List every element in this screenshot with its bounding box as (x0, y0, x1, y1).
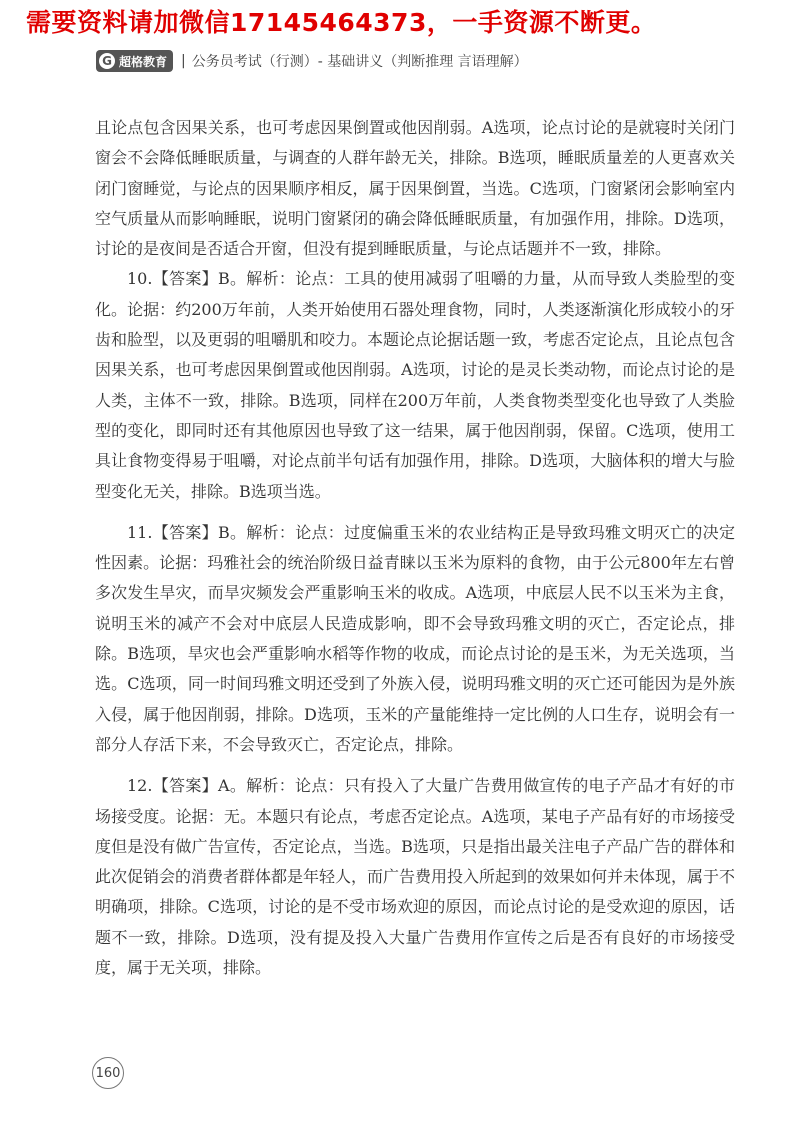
header-title: 公务员考试（行测）- 基础讲义（判断推理 言语理解） (191, 54, 528, 70)
answer-paragraph-12: 12.【答案】A。解析：论点：只有投入了大量广告费用做宣传的电子产品才有好的市场接受度。论据：无。本题只有论点，考虑否定论点。A选项，某电子产品有好的市场接受度但是没有做广告宣传，否定论点，当选。B选项，只是指出最关注电子产品广告的群体和此次促销会的消费者群体都是年轻人，而广告费用投入所起到的效果如何并未体现，属于不明确项，排除。C选项，讨论的是不受市场欢迎的原因，而论点讨论的是受欢迎的原因，话题不一致，排除。D选项，没有提及投入大量广告费用作宣传之后是否有良好的市场接受度，属于无关项，排除。 (95, 776, 736, 978)
header-separator: | (181, 53, 186, 69)
logo-text: 超格教育 (119, 54, 168, 69)
page-number: 160 (92, 1057, 124, 1089)
watermark-banner: 需要资料请加微信17145464373，一手资源不断更。 (26, 8, 657, 37)
body-text (95, 113, 735, 983)
answer-paragraph-11: 11.【答案】B。解析：论点：过度偏重玉米的农业结构正是导致玛雅文明灭亡的决定性因素。论据：玛雅社会的统治阶级日益青睐以玉米为原料的食物，由于公元800年左右曾多次发生旱灾，而旱灾频发会严重影响玉米的收成。A选项，中底层人民不以玉米为主食，说明玉米的减产不会对中底层人民造成影响，即不会导致玛雅文明的灭亡，否定论点，排除。B选项，旱灾也会严重影响水稻等作物的收成，而论点讨论的是玉米，为无关选项，当选。C选项，同一时间玛雅文明还受到了外族入侵，说明玛雅文明的灭亡还可能因为是外族入侵，属于他因削弱，排除。D选项，玉米的产量能维持一定比例的人口生存，说明会有一部分人存活下来，不会导致灭亡，否定论点，排除。 (95, 522, 735, 754)
publisher-logo (96, 50, 173, 72)
paragraph-continuation: 且论点包含因果关系，也可考虑因果倒置或他因削弱。A选项，论点讨论的是就寝时关闭门窗会不会降低睡眠质量，与调查的人群年龄无关，排除。B选项，睡眠质量差的人更喜欢关闭门窗睡觉，与论点的因果顺序相反，属于因果倒置，当选。C选项，门窗紧闭会影响室内空气质量从而影响睡眠，说明门窗紧闭的确会降低睡眠质量，有加强作用，排除。D选项，讨论的是夜间是否适合开窗，但没有提到睡眠质量，与论点话题并不一致，排除。 (95, 118, 735, 259)
page-header (96, 48, 528, 74)
answer-paragraph-10: 10.【答案】B。解析：论点：工具的使用减弱了咀嚼的力量，从而导致人类脸型的变化。论据：约200万年前，人类开始使用石器处理食物，同时，人类逐渐演化形成较小的牙齿和脸型，以及更弱的咀嚼肌和咬力。本题论点论据话题一致，考虑否定论点，且论点包含因果关系，也可考虑因果倒置或他因削弱。A选项，讨论的是灵长类动物，而论点讨论的是人类，主体不一致，排除。B选项，同样在200万年前，人类食物类型变化也导致了人类脸型的变化，即同时还有其他原因也导致了这一结果，属于他因削弱，保留。C选项，使用工具让食物变得易于咀嚼，对论点前半句话有加强作用，排除。D选项，大脑体积的增大与脸型变化无关，排除。B选项当选。 (95, 269, 736, 501)
logo-icon: G (99, 53, 115, 69)
